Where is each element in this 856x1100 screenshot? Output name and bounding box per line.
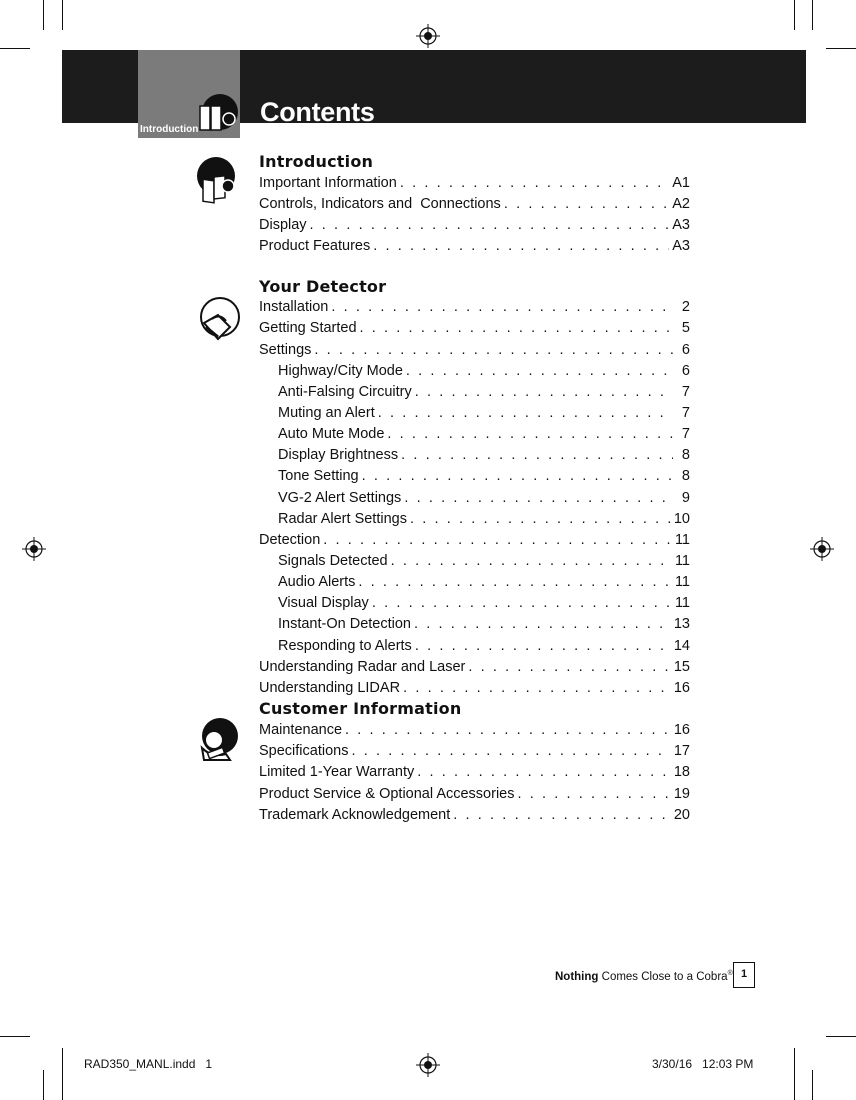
toc-entry[interactable] xyxy=(259,530,690,550)
crop-mark xyxy=(826,1036,856,1037)
toc-entry[interactable] xyxy=(278,466,690,486)
page-title: Contents xyxy=(260,97,375,127)
toc-entry[interactable] xyxy=(278,488,690,508)
toc-entry-label: Responding to Alerts xyxy=(278,638,412,654)
crop-mark xyxy=(812,0,813,30)
leader-dots xyxy=(373,236,669,256)
leader-dots xyxy=(414,614,671,634)
toc-entry-label: Understanding LIDAR xyxy=(259,680,401,696)
leader-dots xyxy=(310,215,670,235)
crop-mark xyxy=(826,48,856,49)
crop-mark xyxy=(0,48,30,49)
toc-entry-page: 8 xyxy=(681,468,690,484)
toc-entry-page: 6 xyxy=(681,342,690,358)
leader-dots xyxy=(391,551,672,571)
toc-entry-page: 10 xyxy=(673,511,690,527)
slogan-text: Comes Close to a Cobra xyxy=(598,970,728,983)
toc-entry[interactable] xyxy=(259,657,690,677)
leader-dots xyxy=(404,488,673,508)
section-title: Your Detector xyxy=(259,277,387,296)
toc-entry[interactable] xyxy=(259,741,690,761)
toc-entry[interactable] xyxy=(278,509,690,529)
toc-entry[interactable] xyxy=(259,805,690,825)
leader-dots xyxy=(504,194,669,214)
toc-entry-label: Tone Setting xyxy=(278,468,359,484)
toc-entry-page: 16 xyxy=(673,722,690,738)
toc-entry-label: Display xyxy=(259,217,307,233)
toc-entry-page: 13 xyxy=(673,616,690,632)
leader-dots xyxy=(410,509,671,529)
toc-entry-label: Anti-Falsing Circuitry xyxy=(278,384,412,400)
toc-entry[interactable] xyxy=(259,297,690,317)
toc-entry-page: A3 xyxy=(672,217,690,233)
leader-dots xyxy=(415,636,671,656)
toc-entry-label: Settings xyxy=(259,342,312,358)
toc-entry-label: Limited 1-Year Warranty xyxy=(259,764,415,780)
crop-mark xyxy=(43,1070,44,1100)
toc-entry[interactable] xyxy=(278,403,690,423)
crop-mark xyxy=(794,0,795,30)
leader-dots xyxy=(331,297,673,317)
toc-entry[interactable] xyxy=(278,551,690,571)
leader-dots xyxy=(362,466,673,486)
toc-entry-label: Getting Started xyxy=(259,320,357,336)
toc-entry-label: Specifications xyxy=(259,743,349,759)
slug-filename: RAD350_MANL.indd 1 xyxy=(84,1057,213,1071)
toc-entry[interactable] xyxy=(259,784,690,804)
registration-mark-icon xyxy=(810,537,834,561)
section-tab-label: Introduction xyxy=(140,124,199,135)
crop-mark xyxy=(43,0,44,30)
toc-entry-page: 7 xyxy=(681,384,690,400)
toc-entry[interactable] xyxy=(259,236,690,256)
toc-entry-page: 14 xyxy=(673,638,690,654)
toc-entry-page: A1 xyxy=(672,175,690,191)
toc-entry-page: 18 xyxy=(673,764,690,780)
leader-dots xyxy=(403,678,671,698)
page-number: 1 xyxy=(733,962,755,988)
toc-entry[interactable] xyxy=(259,318,690,338)
book-reader-icon xyxy=(194,92,238,134)
book-reader-icon xyxy=(194,156,240,204)
crop-mark xyxy=(0,1036,30,1037)
leader-dots xyxy=(400,173,669,193)
leader-dots xyxy=(415,382,673,402)
toc-entry-page: 7 xyxy=(681,405,690,421)
toc-entry-label: Important Information xyxy=(259,175,397,191)
toc-entry-label: Product Service & Optional Accessories xyxy=(259,786,515,802)
toc-entry-page: 2 xyxy=(681,299,690,315)
toc-entry[interactable] xyxy=(278,424,690,444)
crop-mark xyxy=(62,1048,63,1100)
registration-mark-icon xyxy=(416,1053,440,1077)
toc-entry-page: 7 xyxy=(681,426,690,442)
toc-entry[interactable] xyxy=(259,194,690,214)
toc-entry-label: Signals Detected xyxy=(278,553,388,569)
toc-entry[interactable] xyxy=(259,340,690,360)
leader-dots xyxy=(378,403,673,423)
crop-mark xyxy=(62,0,63,30)
toc-entry[interactable] xyxy=(278,593,690,613)
leader-dots xyxy=(314,340,673,360)
toc-entry[interactable] xyxy=(278,572,690,592)
toc-entry-label: Audio Alerts xyxy=(278,574,356,590)
toc-entry-page: 9 xyxy=(681,490,690,506)
toc-entry-label: Maintenance xyxy=(259,722,343,738)
toc-entry-label: Understanding Radar and Laser xyxy=(259,659,466,675)
customer-service-icon xyxy=(192,714,242,764)
toc-entry[interactable] xyxy=(259,173,690,193)
toc-entry-page: 11 xyxy=(674,574,690,590)
toc-entry-page: 19 xyxy=(673,786,690,802)
toc-entry-page: 8 xyxy=(681,447,690,463)
toc-entry[interactable] xyxy=(259,720,690,740)
toc-entry-label: Highway/City Mode xyxy=(278,363,403,379)
leader-dots xyxy=(401,445,673,465)
leader-dots xyxy=(453,805,671,825)
toc-entry-page: 16 xyxy=(673,680,690,696)
leader-dots xyxy=(345,720,671,740)
toc-entry-label: Visual Display xyxy=(278,595,369,611)
toc-entry-label: Detection xyxy=(259,532,321,548)
toc-entry-page: A2 xyxy=(672,196,690,212)
leader-dots xyxy=(387,424,673,444)
toc-entry[interactable] xyxy=(259,215,690,235)
leader-dots xyxy=(417,762,671,782)
crop-mark xyxy=(794,1048,795,1100)
toc-entry[interactable] xyxy=(278,636,690,656)
toc-entry-page: 11 xyxy=(674,595,690,611)
toc-entry[interactable] xyxy=(278,361,690,381)
crop-mark xyxy=(812,1070,813,1100)
toc-entry[interactable] xyxy=(278,614,690,634)
toc-entry-label: Product Features xyxy=(259,238,371,254)
toc-entry-label: Installation xyxy=(259,299,329,315)
slogan-bold: Nothing xyxy=(555,970,599,983)
leader-dots xyxy=(468,657,671,677)
toc-entry[interactable] xyxy=(259,678,690,698)
registered-mark: ® xyxy=(727,970,733,977)
leader-dots xyxy=(360,318,673,338)
toc-entry-label: Radar Alert Settings xyxy=(278,511,407,527)
toc-entry-page: 20 xyxy=(673,807,690,823)
toc-entry[interactable] xyxy=(278,382,690,402)
toc-entry-label: Display Brightness xyxy=(278,447,399,463)
toc-entry-label: Trademark Acknowledgement xyxy=(259,807,451,823)
toc-entry-label: Auto Mute Mode xyxy=(278,426,385,442)
leader-dots xyxy=(517,784,670,804)
toc-entry-page: 6 xyxy=(681,363,690,379)
toc-entry-page: 5 xyxy=(681,320,690,336)
toc-entry-label: Instant-On Detection xyxy=(278,616,411,632)
toc-entry-label: VG-2 Alert Settings xyxy=(278,490,402,506)
toc-entry-page: 11 xyxy=(674,553,690,569)
registration-mark-icon xyxy=(416,24,440,48)
registration-mark-icon xyxy=(22,537,46,561)
toc-entry[interactable] xyxy=(259,762,690,782)
leader-dots xyxy=(323,530,672,550)
leader-dots xyxy=(351,741,670,761)
detector-hand-icon xyxy=(196,297,242,345)
footer-slogan xyxy=(555,970,733,983)
section-title: Customer Information xyxy=(259,699,462,718)
toc-entry-page: 17 xyxy=(673,743,690,759)
section-title: Introduction xyxy=(259,152,374,171)
slug-timestamp: 3/30/16 12:03 PM xyxy=(652,1057,754,1071)
toc-entry-label: Muting an Alert xyxy=(278,405,375,421)
toc-entry-page: 15 xyxy=(673,659,690,675)
toc-entry[interactable] xyxy=(278,445,690,465)
toc-entry-page: 11 xyxy=(674,532,690,548)
leader-dots xyxy=(358,572,672,592)
leader-dots xyxy=(372,593,672,613)
toc-entry-label: Controls, Indicators and Connections xyxy=(259,196,501,212)
leader-dots xyxy=(406,361,673,381)
toc-entry-page: A3 xyxy=(672,238,690,254)
